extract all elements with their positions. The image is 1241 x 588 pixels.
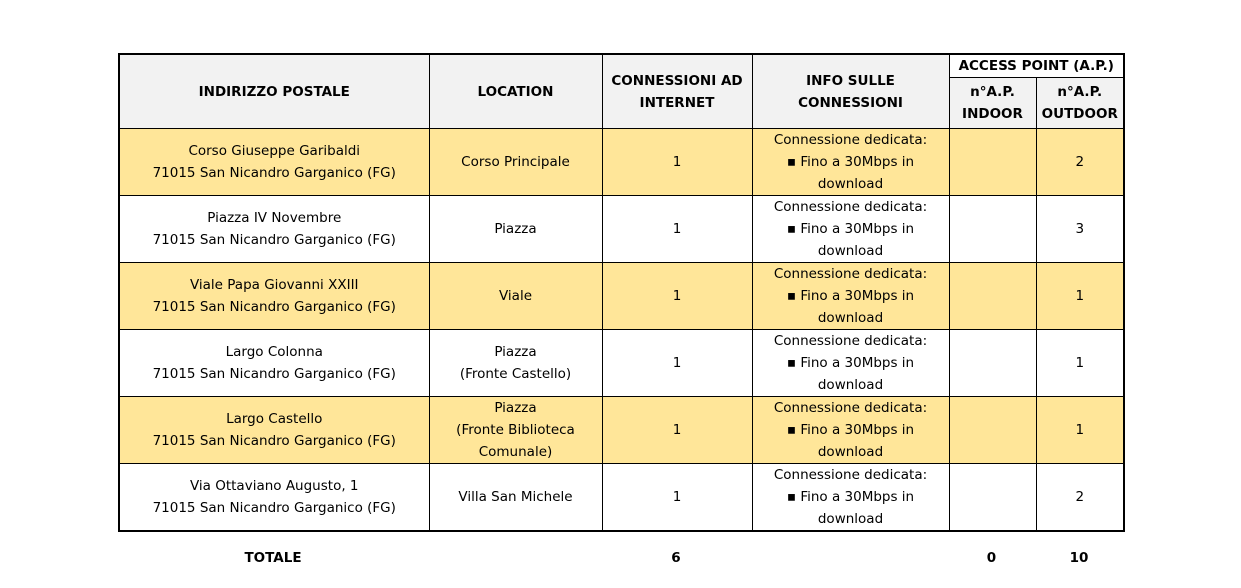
info-line: download	[817, 176, 884, 192]
info-line: Connessione dedicata:	[773, 333, 928, 349]
outdoor-cell: 3	[1036, 196, 1124, 263]
address-line: Largo Colonna	[225, 344, 323, 360]
table-row	[119, 464, 1124, 532]
location-cell	[429, 397, 602, 464]
address-line: Piazza IV Novembre	[207, 210, 342, 226]
info-line: Connessione dedicata:	[773, 266, 928, 282]
totals-connections: 6	[671, 550, 681, 566]
header-indoor: n°A.P. INDOOR	[949, 78, 1036, 129]
address-line: 71015 San Nicandro Garganico (FG)	[152, 366, 396, 382]
totals-outdoor: 10	[1069, 550, 1089, 566]
info-line: ▪ Fino a 30Mbps in	[786, 355, 915, 371]
table-row	[119, 330, 1124, 397]
address-cell	[119, 464, 429, 532]
header-access-point: ACCESS POINT (A.P.)	[949, 54, 1124, 78]
address-cell	[119, 129, 429, 196]
address-line: Corso Giuseppe Garibaldi	[188, 143, 361, 159]
table-row	[119, 196, 1124, 263]
connections-cell: 1	[602, 129, 752, 196]
address-cell	[119, 397, 429, 464]
info-line: download	[817, 310, 884, 326]
info-cell	[752, 397, 949, 464]
info-cell	[752, 129, 949, 196]
location-cell	[429, 464, 602, 532]
location-line: Piazza	[494, 221, 537, 237]
outdoor-cell: 1	[1036, 397, 1124, 464]
info-line: Connessione dedicata:	[773, 132, 928, 148]
totals-indoor: 0	[986, 550, 997, 566]
totals-row	[118, 547, 1123, 569]
info-line: ▪ Fino a 30Mbps in	[786, 221, 915, 237]
address-line: 71015 San Nicandro Garganico (FG)	[152, 232, 396, 248]
location-cell	[429, 129, 602, 196]
outdoor-cell: 2	[1036, 129, 1124, 196]
totals-label: TOTALE	[244, 550, 302, 566]
info-cell	[752, 263, 949, 330]
connections-cell: 1	[602, 196, 752, 263]
address-line: 71015 San Nicandro Garganico (FG)	[152, 500, 396, 516]
location-cell	[429, 330, 602, 397]
access-point-table	[118, 53, 1125, 532]
outdoor-cell: 2	[1036, 464, 1124, 532]
indoor-cell	[949, 330, 1036, 397]
location-line: Villa San Michele	[458, 489, 573, 505]
address-line: 71015 San Nicandro Garganico (FG)	[152, 299, 396, 315]
location-line: Comunale)	[478, 444, 553, 460]
info-line: ▪ Fino a 30Mbps in	[786, 154, 915, 170]
indoor-cell	[949, 263, 1036, 330]
address-cell	[119, 196, 429, 263]
address-line: Viale Papa Giovanni XXIII	[189, 277, 359, 293]
info-line: Connessione dedicata:	[773, 199, 928, 215]
table-row	[119, 263, 1124, 330]
address-cell	[119, 263, 429, 330]
address-line: Largo Castello	[226, 411, 323, 427]
outdoor-cell: 1	[1036, 330, 1124, 397]
connections-cell: 1	[602, 330, 752, 397]
connections-cell: 1	[602, 263, 752, 330]
info-line: Connessione dedicata:	[773, 467, 928, 483]
info-line: download	[817, 243, 884, 259]
connections-cell: 1	[602, 464, 752, 532]
indoor-cell	[949, 464, 1036, 532]
location-cell	[429, 196, 602, 263]
header-outdoor: n°A.P. OUTDOOR	[1036, 78, 1124, 129]
address-line: 71015 San Nicandro Garganico (FG)	[152, 433, 396, 449]
info-cell	[752, 330, 949, 397]
indoor-cell	[949, 129, 1036, 196]
header-info: INFO SULLE CONNESSIONI	[752, 54, 949, 129]
info-line: download	[817, 377, 884, 393]
table-row	[119, 129, 1124, 196]
header-indirizzo: INDIRIZZO POSTALE	[119, 54, 429, 129]
address-line: 71015 San Nicandro Garganico (FG)	[152, 165, 396, 181]
location-line: Piazza	[494, 344, 537, 360]
location-line: (Fronte Biblioteca	[456, 422, 575, 438]
address-cell	[119, 330, 429, 397]
connections-cell: 1	[602, 397, 752, 464]
info-cell	[752, 464, 949, 532]
info-line: download	[817, 511, 884, 527]
location-line: (Fronte Castello)	[459, 366, 572, 382]
location-line: Viale	[498, 288, 533, 304]
info-line: download	[817, 444, 884, 460]
address-line: Via Ottaviano Augusto, 1	[189, 478, 359, 494]
info-line: Connessione dedicata:	[773, 400, 928, 416]
location-line: Corso Principale	[461, 154, 570, 170]
table-row	[119, 397, 1124, 464]
outdoor-cell: 1	[1036, 263, 1124, 330]
header-connessioni: CONNESSIONI AD INTERNET	[602, 54, 752, 129]
header-location: LOCATION	[429, 54, 602, 129]
info-line: ▪ Fino a 30Mbps in	[786, 422, 915, 438]
location-cell	[429, 263, 602, 330]
indoor-cell	[949, 397, 1036, 464]
location-line: Piazza	[494, 400, 537, 416]
indoor-cell	[949, 196, 1036, 263]
info-line: ▪ Fino a 30Mbps in	[786, 489, 915, 505]
info-line: ▪ Fino a 30Mbps in	[786, 288, 915, 304]
info-cell	[752, 196, 949, 263]
